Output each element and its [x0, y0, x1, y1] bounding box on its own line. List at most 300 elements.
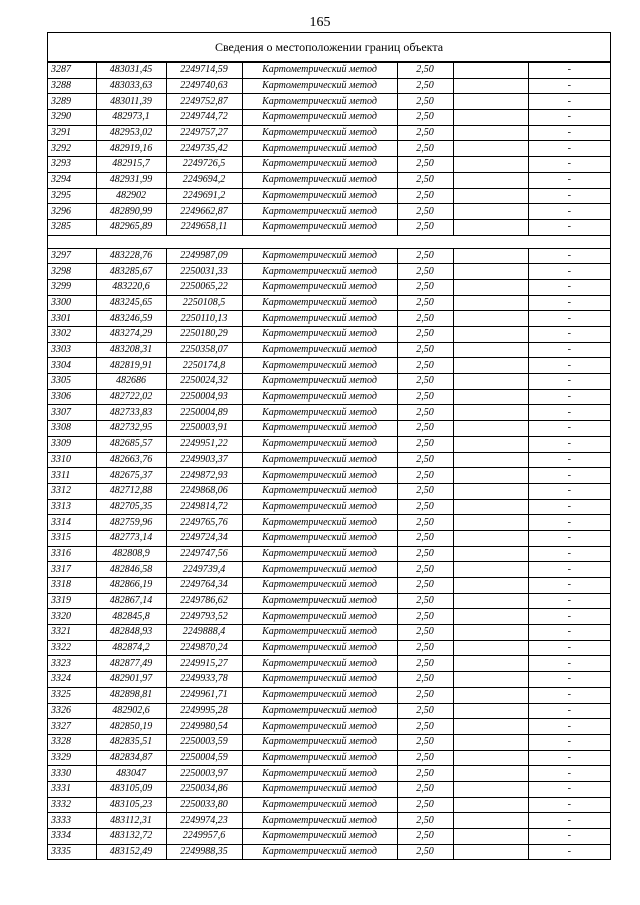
cell-description	[453, 829, 528, 845]
cell-accuracy: 2,50	[397, 625, 453, 641]
cell-coord-y: 2249662,87	[166, 204, 242, 220]
cell-note: -	[528, 248, 610, 264]
cell-note: -	[528, 110, 610, 126]
cell-coord-y: 2249903,37	[166, 452, 242, 468]
cell-coord-x: 483031,45	[96, 63, 166, 79]
cell-accuracy: 2,50	[397, 656, 453, 672]
table-row	[48, 483, 610, 499]
cell-accuracy: 2,50	[397, 374, 453, 390]
cell-point-number: 3335	[48, 844, 96, 860]
cell-coord-x: 482819,91	[96, 358, 166, 374]
cell-coord-x: 482712,88	[96, 483, 166, 499]
cell-accuracy: 2,50	[397, 719, 453, 735]
cell-note: -	[528, 687, 610, 703]
cell-coord-x: 483033,63	[96, 78, 166, 94]
cell-method: Картометрический метод	[242, 374, 397, 390]
cell-accuracy: 2,50	[397, 311, 453, 327]
table-row	[48, 311, 610, 327]
cell-method: Картометрический метод	[242, 499, 397, 515]
table-row	[48, 640, 610, 656]
cell-point-number: 3288	[48, 78, 96, 94]
cell-accuracy: 2,50	[397, 248, 453, 264]
cell-method: Картометрический метод	[242, 750, 397, 766]
cell-note: -	[528, 157, 610, 173]
cell-accuracy: 2,50	[397, 405, 453, 421]
cell-point-number: 3305	[48, 374, 96, 390]
cell-note: -	[528, 672, 610, 688]
table-row	[48, 342, 610, 358]
cell-coord-x: 482902,6	[96, 703, 166, 719]
cell-description	[453, 687, 528, 703]
cell-note: -	[528, 719, 610, 735]
cell-point-number: 3290	[48, 110, 96, 126]
cell-accuracy: 2,50	[397, 264, 453, 280]
table-row	[48, 578, 610, 594]
cell-coord-y: 2250004,59	[166, 750, 242, 766]
cell-accuracy: 2,50	[397, 499, 453, 515]
cell-method: Картометрический метод	[242, 94, 397, 110]
cell-point-number: 3321	[48, 625, 96, 641]
cell-accuracy: 2,50	[397, 279, 453, 295]
cell-point-number: 3308	[48, 421, 96, 437]
cell-method: Картометрический метод	[242, 483, 397, 499]
cell-method: Картометрический метод	[242, 327, 397, 343]
cell-point-number: 3327	[48, 719, 96, 735]
cell-point-number: 3319	[48, 593, 96, 609]
table-row	[48, 766, 610, 782]
cell-coord-y: 2250024,32	[166, 374, 242, 390]
separator-cell	[48, 235, 610, 248]
cell-method: Картометрический метод	[242, 546, 397, 562]
cell-note: -	[528, 829, 610, 845]
table-row	[48, 63, 610, 79]
cell-note: -	[528, 358, 610, 374]
cell-description	[453, 813, 528, 829]
cell-point-number: 3287	[48, 63, 96, 79]
cell-description	[453, 750, 528, 766]
table-row	[48, 295, 610, 311]
cell-accuracy: 2,50	[397, 829, 453, 845]
cell-accuracy: 2,50	[397, 562, 453, 578]
cell-description	[453, 188, 528, 204]
cell-coord-x: 482686	[96, 374, 166, 390]
cell-coord-y: 2250004,89	[166, 405, 242, 421]
cell-coord-x: 482845,8	[96, 609, 166, 625]
cell-method: Картометрический метод	[242, 342, 397, 358]
cell-coord-x: 482846,58	[96, 562, 166, 578]
cell-description	[453, 640, 528, 656]
cell-description	[453, 625, 528, 641]
cell-note: -	[528, 141, 610, 157]
cell-point-number: 3323	[48, 656, 96, 672]
separator-row	[48, 235, 610, 248]
cell-coord-y: 2249744,72	[166, 110, 242, 126]
cell-accuracy: 2,50	[397, 468, 453, 484]
cell-point-number: 3325	[48, 687, 96, 703]
table-row	[48, 188, 610, 204]
table-row	[48, 94, 610, 110]
cell-point-number: 3318	[48, 578, 96, 594]
cell-note: -	[528, 499, 610, 515]
table-row	[48, 530, 610, 546]
table-row	[48, 499, 610, 515]
cell-coord-y: 2250003,97	[166, 766, 242, 782]
table-row	[48, 279, 610, 295]
cell-accuracy: 2,50	[397, 703, 453, 719]
cell-point-number: 3298	[48, 264, 96, 280]
cell-note: -	[528, 327, 610, 343]
cell-coord-y: 2249793,52	[166, 609, 242, 625]
cell-note: -	[528, 342, 610, 358]
cell-coord-y: 2250110,13	[166, 311, 242, 327]
cell-method: Картометрический метод	[242, 625, 397, 641]
cell-coord-x: 482919,16	[96, 141, 166, 157]
cell-coord-x: 483105,23	[96, 797, 166, 813]
cell-note: -	[528, 797, 610, 813]
cell-accuracy: 2,50	[397, 593, 453, 609]
cell-method: Картометрический метод	[242, 797, 397, 813]
cell-coord-y: 2249988,35	[166, 844, 242, 860]
cell-point-number: 3310	[48, 452, 96, 468]
cell-coord-x: 482759,96	[96, 515, 166, 531]
cell-method: Картометрический метод	[242, 78, 397, 94]
cell-method: Картометрический метод	[242, 640, 397, 656]
cell-point-number: 3289	[48, 94, 96, 110]
cell-point-number: 3312	[48, 483, 96, 499]
cell-coord-x: 483220,6	[96, 279, 166, 295]
cell-accuracy: 2,50	[397, 530, 453, 546]
table-row	[48, 204, 610, 220]
cell-note: -	[528, 530, 610, 546]
cell-coord-x: 482867,14	[96, 593, 166, 609]
cell-point-number: 3328	[48, 734, 96, 750]
cell-coord-x: 482901,97	[96, 672, 166, 688]
cell-point-number: 3294	[48, 172, 96, 188]
cell-note: -	[528, 172, 610, 188]
cell-method: Картометрический метод	[242, 264, 397, 280]
table-row	[48, 452, 610, 468]
cell-coord-x: 482732,95	[96, 421, 166, 437]
cell-coord-y: 2250034,86	[166, 781, 242, 797]
cell-accuracy: 2,50	[397, 63, 453, 79]
cell-coord-x: 482722,02	[96, 389, 166, 405]
cell-description	[453, 452, 528, 468]
table-row	[48, 734, 610, 750]
cell-description	[453, 248, 528, 264]
cell-coord-y: 2249957,6	[166, 829, 242, 845]
cell-note: -	[528, 703, 610, 719]
cell-note: -	[528, 640, 610, 656]
table-row	[48, 750, 610, 766]
cell-coord-y: 2249961,71	[166, 687, 242, 703]
cell-accuracy: 2,50	[397, 640, 453, 656]
cell-accuracy: 2,50	[397, 672, 453, 688]
cell-note: -	[528, 279, 610, 295]
cell-note: -	[528, 766, 610, 782]
cell-coord-x: 482973,1	[96, 110, 166, 126]
cell-accuracy: 2,50	[397, 734, 453, 750]
cell-note: -	[528, 78, 610, 94]
cell-method: Картометрический метод	[242, 781, 397, 797]
cell-accuracy: 2,50	[397, 813, 453, 829]
cell-coord-x: 483228,76	[96, 248, 166, 264]
table-row	[48, 515, 610, 531]
cell-accuracy: 2,50	[397, 94, 453, 110]
cell-method: Картометрический метод	[242, 844, 397, 860]
cell-coord-x: 483285,67	[96, 264, 166, 280]
cell-description	[453, 734, 528, 750]
cell-method: Картометрический метод	[242, 311, 397, 327]
cell-point-number: 3307	[48, 405, 96, 421]
cell-coord-x: 483112,31	[96, 813, 166, 829]
cell-note: -	[528, 625, 610, 641]
cell-note: -	[528, 844, 610, 860]
cell-coord-y: 2250174,8	[166, 358, 242, 374]
cell-point-number: 3302	[48, 327, 96, 343]
cell-method: Картометрический метод	[242, 766, 397, 782]
cell-method: Картометрический метод	[242, 279, 397, 295]
cell-method: Картометрический метод	[242, 719, 397, 735]
cell-coord-x: 482874,2	[96, 640, 166, 656]
cell-description	[453, 78, 528, 94]
cell-coord-x: 482965,89	[96, 219, 166, 235]
cell-coord-y: 2249764,34	[166, 578, 242, 594]
cell-method: Картометрический метод	[242, 389, 397, 405]
cell-description	[453, 125, 528, 141]
cell-coord-x: 482877,49	[96, 656, 166, 672]
table-row	[48, 389, 610, 405]
cell-coord-y: 2249757,27	[166, 125, 242, 141]
cell-description	[453, 389, 528, 405]
cell-note: -	[528, 734, 610, 750]
cell-point-number: 3331	[48, 781, 96, 797]
cell-point-number: 3314	[48, 515, 96, 531]
cell-coord-x: 482953,02	[96, 125, 166, 141]
cell-coord-y: 2249752,87	[166, 94, 242, 110]
cell-method: Картометрический метод	[242, 204, 397, 220]
cell-description	[453, 279, 528, 295]
table-row	[48, 264, 610, 280]
cell-method: Картометрический метод	[242, 436, 397, 452]
cell-coord-x: 482890,99	[96, 204, 166, 220]
page-number: 165	[309, 15, 331, 30]
cell-point-number: 3334	[48, 829, 96, 845]
cell-note: -	[528, 562, 610, 578]
cell-accuracy: 2,50	[397, 342, 453, 358]
cell-description	[453, 499, 528, 515]
table-row	[48, 562, 610, 578]
cell-note: -	[528, 405, 610, 421]
table-row	[48, 656, 610, 672]
cell-coord-y: 2249951,22	[166, 436, 242, 452]
table-row	[48, 797, 610, 813]
cell-accuracy: 2,50	[397, 204, 453, 220]
table-row	[48, 110, 610, 126]
cell-point-number: 3320	[48, 609, 96, 625]
cell-note: -	[528, 546, 610, 562]
cell-coord-y: 2250108,5	[166, 295, 242, 311]
cell-coord-x: 482898,81	[96, 687, 166, 703]
cell-accuracy: 2,50	[397, 515, 453, 531]
cell-note: -	[528, 94, 610, 110]
cell-accuracy: 2,50	[397, 389, 453, 405]
cell-coord-x: 482834,87	[96, 750, 166, 766]
cell-method: Картометрический метод	[242, 829, 397, 845]
cell-accuracy: 2,50	[397, 327, 453, 343]
cell-coord-y: 2250033,80	[166, 797, 242, 813]
cell-method: Картометрический метод	[242, 172, 397, 188]
cell-point-number: 3329	[48, 750, 96, 766]
cell-point-number: 3324	[48, 672, 96, 688]
cell-description	[453, 844, 528, 860]
cell-note: -	[528, 452, 610, 468]
cell-coord-x: 482705,35	[96, 499, 166, 515]
cell-accuracy: 2,50	[397, 295, 453, 311]
cell-method: Картометрический метод	[242, 358, 397, 374]
cell-note: -	[528, 750, 610, 766]
cell-coord-x: 483208,31	[96, 342, 166, 358]
cell-coord-y: 2249872,93	[166, 468, 242, 484]
cell-method: Картометрический метод	[242, 125, 397, 141]
cell-coord-y: 2249915,27	[166, 656, 242, 672]
cell-coord-y: 2250031,33	[166, 264, 242, 280]
cell-note: -	[528, 593, 610, 609]
cell-coord-y: 2250065,22	[166, 279, 242, 295]
table-row	[48, 436, 610, 452]
cell-coord-x: 483105,09	[96, 781, 166, 797]
cell-accuracy: 2,50	[397, 797, 453, 813]
cell-coord-x: 482848,93	[96, 625, 166, 641]
cell-description	[453, 609, 528, 625]
cell-method: Картометрический метод	[242, 703, 397, 719]
coordinates-table	[48, 62, 610, 860]
cell-point-number: 3295	[48, 188, 96, 204]
cell-point-number: 3333	[48, 813, 96, 829]
cell-accuracy: 2,50	[397, 157, 453, 173]
cell-method: Картометрический метод	[242, 405, 397, 421]
cell-accuracy: 2,50	[397, 110, 453, 126]
cell-description	[453, 530, 528, 546]
cell-accuracy: 2,50	[397, 421, 453, 437]
cell-coord-x: 482931,99	[96, 172, 166, 188]
cell-note: -	[528, 781, 610, 797]
cell-accuracy: 2,50	[397, 546, 453, 562]
cell-note: -	[528, 295, 610, 311]
cell-accuracy: 2,50	[397, 578, 453, 594]
table-row	[48, 609, 610, 625]
cell-coord-y: 2249980,54	[166, 719, 242, 735]
cell-description	[453, 342, 528, 358]
cell-accuracy: 2,50	[397, 750, 453, 766]
table-row	[48, 327, 610, 343]
table-row	[48, 374, 610, 390]
cell-note: -	[528, 374, 610, 390]
cell-note: -	[528, 204, 610, 220]
table-row	[48, 546, 610, 562]
cell-accuracy: 2,50	[397, 141, 453, 157]
cell-point-number: 3300	[48, 295, 96, 311]
cell-coord-y: 2249735,42	[166, 141, 242, 157]
table-row	[48, 78, 610, 94]
cell-method: Картометрический метод	[242, 219, 397, 235]
cell-note: -	[528, 264, 610, 280]
table-row	[48, 405, 610, 421]
cell-coord-y: 2249995,28	[166, 703, 242, 719]
cell-description	[453, 295, 528, 311]
cell-method: Картометрический метод	[242, 734, 397, 750]
cell-point-number: 3309	[48, 436, 96, 452]
cell-description	[453, 562, 528, 578]
cell-point-number: 3311	[48, 468, 96, 484]
cell-coord-y: 2250003,59	[166, 734, 242, 750]
cell-method: Картометрический метод	[242, 295, 397, 311]
cell-method: Картометрический метод	[242, 110, 397, 126]
table-row	[48, 703, 610, 719]
cell-coord-x: 483274,29	[96, 327, 166, 343]
cell-description	[453, 483, 528, 499]
cell-method: Картометрический метод	[242, 63, 397, 79]
cell-point-number: 3304	[48, 358, 96, 374]
cell-accuracy: 2,50	[397, 766, 453, 782]
cell-description	[453, 405, 528, 421]
table-row	[48, 141, 610, 157]
cell-description	[453, 578, 528, 594]
cell-description	[453, 781, 528, 797]
cell-coord-x: 482675,37	[96, 468, 166, 484]
cell-note: -	[528, 188, 610, 204]
boundary-table-sheet	[47, 32, 611, 860]
table-row	[48, 248, 610, 264]
cell-description	[453, 172, 528, 188]
cell-note: -	[528, 483, 610, 499]
table-row	[48, 687, 610, 703]
cell-description	[453, 311, 528, 327]
cell-method: Картометрический метод	[242, 593, 397, 609]
cell-note: -	[528, 813, 610, 829]
cell-accuracy: 2,50	[397, 483, 453, 499]
cell-accuracy: 2,50	[397, 125, 453, 141]
cell-coord-x: 483245,65	[96, 295, 166, 311]
cell-coord-x: 483132,72	[96, 829, 166, 845]
cell-accuracy: 2,50	[397, 687, 453, 703]
cell-point-number: 3316	[48, 546, 96, 562]
cell-description	[453, 719, 528, 735]
cell-coord-y: 2249786,62	[166, 593, 242, 609]
cell-coord-x: 482773,14	[96, 530, 166, 546]
cell-point-number: 3303	[48, 342, 96, 358]
cell-method: Картометрический метод	[242, 515, 397, 531]
cell-description	[453, 468, 528, 484]
cell-coord-y: 2249868,06	[166, 483, 242, 499]
cell-coord-y: 2249694,2	[166, 172, 242, 188]
cell-accuracy: 2,50	[397, 781, 453, 797]
cell-coord-y: 2249987,09	[166, 248, 242, 264]
cell-description	[453, 157, 528, 173]
cell-accuracy: 2,50	[397, 358, 453, 374]
coordinates-table-body	[48, 63, 610, 860]
cell-point-number: 3291	[48, 125, 96, 141]
cell-note: -	[528, 468, 610, 484]
cell-point-number: 3326	[48, 703, 96, 719]
cell-coord-x: 483152,49	[96, 844, 166, 860]
cell-point-number: 3322	[48, 640, 96, 656]
cell-point-number: 3297	[48, 248, 96, 264]
table-row	[48, 157, 610, 173]
cell-method: Картометрический метод	[242, 141, 397, 157]
cell-note: -	[528, 63, 610, 79]
cell-method: Картометрический метод	[242, 813, 397, 829]
table-row	[48, 172, 610, 188]
